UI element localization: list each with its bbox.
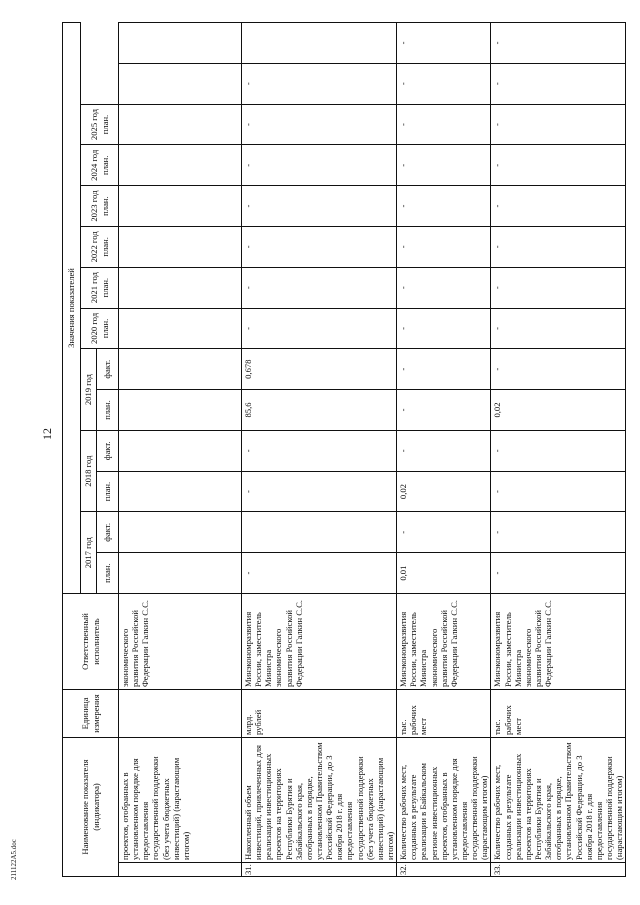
header-2023: 2023 год план. [81,186,119,227]
header-2018-plan: план. [97,471,119,512]
value-cell: - [491,186,626,227]
header-2021: 2021 год план. [81,267,119,308]
row-number: 33. [491,863,626,877]
header-unit: Единица измерения [63,690,119,738]
unit: млрд. рублей [242,690,397,738]
value-cell: - [242,471,397,512]
responsible: Минэкономразвития России, заместитель Министра экономического развития Российской Федерации Галкин С.С. [242,594,397,690]
header-2020: 2020 год план. [81,308,119,349]
row-number: 32. [397,863,491,877]
value-cell: - [242,430,397,471]
value-cell: - [397,23,491,64]
header-2017: 2017 год [81,512,97,594]
unit: тыс. рабочих мест [397,690,491,738]
value-cell: - [242,63,397,104]
value-cell: - [397,104,491,145]
value-cell: - [491,471,626,512]
value-cell: - [397,308,491,349]
value-cell: - [491,104,626,145]
value-cell: - [491,308,626,349]
value-cell: - [397,349,491,390]
value-cell: - [397,430,491,471]
value-cell: - [397,512,491,553]
table-row [119,23,242,877]
footer-doc-code: 211122А5.doc [10,839,18,880]
header-2019-plan: план. [97,390,119,431]
header-2017-plan: план. [97,553,119,594]
value-cell: - [397,267,491,308]
table-row [397,23,491,877]
header-2018: 2018 год [81,430,97,512]
header-name: Наименование показателя (индикатора) [63,738,119,877]
row-number: 31. [242,863,397,877]
header-2018-fact: факт. [97,430,119,471]
unit: тыс. рабочих мест [491,690,626,738]
value-cell: 85,6 [242,390,397,431]
value-cell: - [242,186,397,227]
value-cell: - [491,430,626,471]
value-cell: - [397,63,491,104]
indicator-name: Накопленный объем инвестиций, привлеченных для реализации инвестиционных проектов на территориях Республики Бурятия и Забайкальского края, отобранных в порядке, установленном Правительством Российской Федерации, до 3 ноября 2018 г. для предоставления государственной поддержки (без учета бюджетных инвестиций) (нарастающим итогом) [242,738,397,863]
value-cell: 0,02 [491,390,626,431]
responsible: экономического развития Российской Федерации Галкин С.С. [119,594,242,690]
value-cell: - [397,390,491,431]
value-cell: 0,678 [242,349,397,390]
row-number [119,863,242,877]
value-cell: - [397,186,491,227]
value-cell: 0,01 [397,553,491,594]
value-cell: - [491,349,626,390]
header-2017-fact: факт. [97,512,119,553]
value-cell: - [491,63,626,104]
value-cell: - [242,104,397,145]
value-cell: - [242,267,397,308]
value-cell: - [491,23,626,64]
value-cell [242,23,397,64]
page-number: 12 [40,428,54,440]
value-cell: - [491,512,626,553]
indicator-name: Количество рабочих мест, созданных в результате реализации в Байкальском регионе инвестиционных проектов, отобранных в установленном порядке для предоставления государственной поддержки (нарастающим итогом) [397,738,491,863]
value-cell: - [242,226,397,267]
value-cell: - [491,145,626,186]
unit [119,690,242,738]
value-cell: - [242,145,397,186]
header-responsible: Ответственный исполнитель [63,594,119,690]
value-cell: 0,02 [397,471,491,512]
table-row [242,23,397,877]
header-2025: 2025 год план. [81,104,119,145]
indicator-name: Количество рабочих мест, созданных в результате реализации инвестиционных проектов на территориях Республики Бурятия и Забайкальского края, отобранных в порядке, установленном Правительством Российской Федерации, до 3 ноября 2018 г. для предоставления государственной поддержки (нарастающим итогом) [491,738,626,863]
header-2019-fact: факт. [97,349,119,390]
rotated-table-container [62,22,625,877]
value-cell: - [397,226,491,267]
indicator-name: проектов, отобранных в установленном порядке для предоставления государственной поддержки (без учета бюджетных инвестиций) (нарастающим итогом) [119,738,242,863]
value-cell: - [242,308,397,349]
value-cell: - [397,145,491,186]
value-cell: - [491,267,626,308]
value-cell: - [242,553,397,594]
header-2024: 2024 год план. [81,145,119,186]
value-cell: - [491,226,626,267]
value-cell: - [491,553,626,594]
header-2019: 2019 год [81,349,97,431]
header-values: Значения показателей [63,23,81,594]
responsible: Минэкономразвития России, заместитель Министра экономического развития Российской Федерации Галкин С.С. [397,594,491,690]
header-2022: 2022 год план. [81,226,119,267]
responsible: Минэкономразвития России, заместитель Министра экономического развития Российской Федерации Галкин С.С. [491,594,626,690]
value-cell [242,512,397,553]
indicators-table [62,22,626,877]
table-row [491,23,626,877]
